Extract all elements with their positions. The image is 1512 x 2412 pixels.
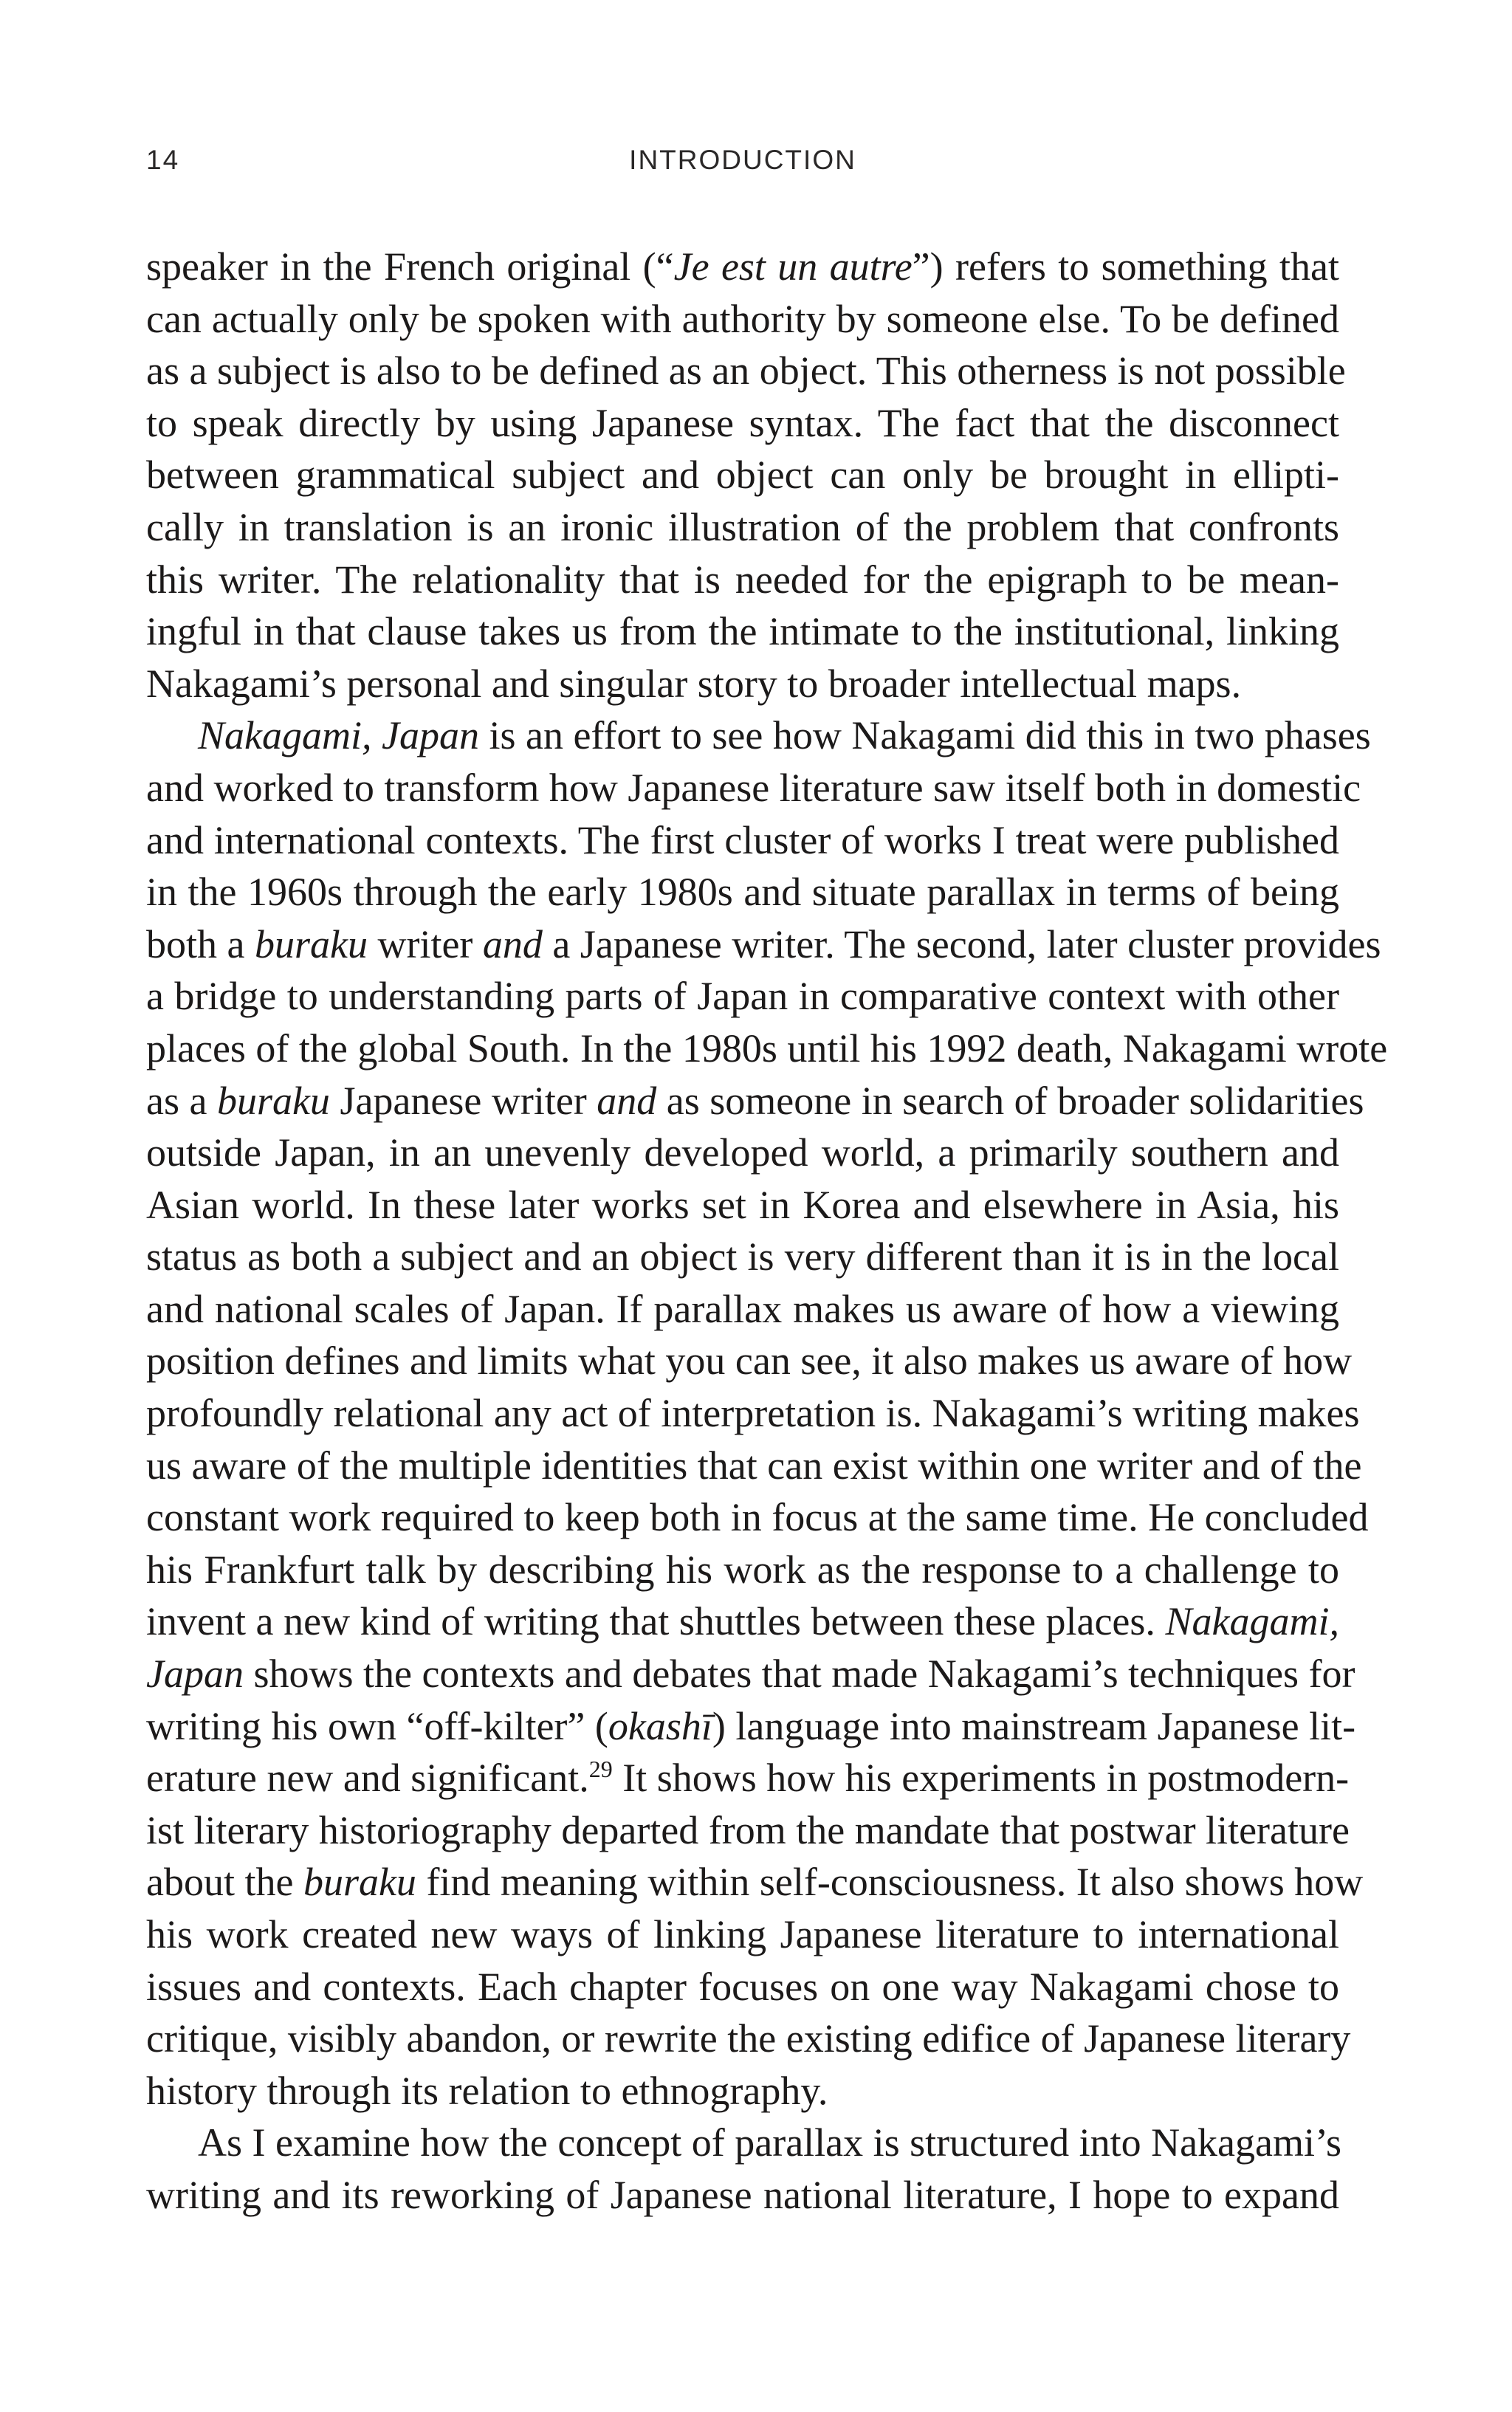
page-number: 14 [146, 145, 180, 175]
text-run[interactable]: places of the global South. In the 1980s until his 1992 death, Nakagami wrote [146, 1025, 1388, 1071]
text-run[interactable]: writer [367, 921, 483, 966]
text-line [146, 918, 1381, 971]
text-run[interactable]: erature new and significant. [146, 1756, 589, 1801]
text-run[interactable]: As I examine how the concept of parallax is structured into Nakagami’s [198, 2120, 1342, 2165]
italic-run: and [597, 1078, 657, 1123]
text-line [146, 1023, 1388, 1075]
text-run[interactable]: as a [146, 1078, 217, 1123]
text-run[interactable]: his Frankfurt talk by describing his work as the response to a challenge to [146, 1547, 1339, 1592]
text-run[interactable]: a bridge to understanding parts of Japan in comparative context with other [146, 974, 1339, 1019]
section-title: INTRODUCTION [629, 145, 856, 175]
text-line [146, 501, 1339, 554]
body-text [146, 241, 1388, 2222]
text-run[interactable]: as a subject is also to be defined as an object. This otherness is not possible [146, 348, 1346, 394]
text-run[interactable]: ingful in that clause takes us from the intimate to the institutional, linking [146, 609, 1339, 654]
text-run[interactable]: Nakagami’s personal and singular story to broader intellectual maps. [146, 661, 1242, 706]
text-line [146, 241, 1339, 293]
text-line [146, 397, 1339, 450]
text-line [146, 605, 1339, 658]
paragraph [146, 709, 1388, 2117]
running-head [146, 145, 1339, 186]
text-run[interactable]: writing and its reworking of Japanese national literature, I hope to expand [146, 2172, 1339, 2217]
text-line [146, 1231, 1339, 1283]
text-run[interactable]: outside Japan, in an unevenly developed world, a primarily southern and [146, 1130, 1339, 1175]
text-line [146, 1908, 1339, 1961]
text-line [146, 2065, 1339, 2117]
text-run[interactable]: Japanese writer [329, 1078, 597, 1123]
text-run[interactable]: and international contexts. The first cluster of works I treat were published [146, 817, 1339, 862]
text-line [146, 1179, 1339, 1231]
text-line [146, 2117, 1342, 2169]
text-line [146, 554, 1339, 606]
text-run[interactable]: speaker in the French original (“ [146, 244, 674, 289]
text-run[interactable]: cally in translation is an ironic illustration of the problem that confronts [146, 504, 1339, 549]
paragraph [146, 241, 1346, 709]
text-run[interactable]: us aware of the multiple identities that can exist within one writer and of the [146, 1443, 1362, 1488]
text-line [146, 658, 1339, 710]
text-line [146, 1440, 1362, 1492]
text-line [146, 1648, 1355, 1700]
footnote-reference[interactable]: 29 [588, 1756, 613, 1783]
text-run[interactable]: status as both a subject and an object is very different than it is in the local [146, 1234, 1339, 1279]
italic-run: Nakagami, [1165, 1599, 1339, 1644]
text-run[interactable]: and worked to transform how Japanese literature saw itself both in domestic [146, 765, 1361, 810]
text-run[interactable]: writing his own “off-kilter” ( [146, 1703, 608, 1748]
text-run[interactable]: and national scales of Japan. If parallax makes us aware of how a viewing [146, 1286, 1339, 1331]
text-line [146, 345, 1346, 397]
italic-run: okashī [608, 1703, 712, 1748]
text-line [146, 1595, 1339, 1648]
text-line [146, 1752, 1350, 1804]
text-line [146, 1283, 1339, 1336]
text-line [146, 709, 1371, 762]
text-line [146, 449, 1339, 501]
text-run[interactable]: profoundly relational any act of interpretation is. Nakagami’s writing makes [146, 1391, 1360, 1436]
text-line [146, 1127, 1339, 1179]
text-run[interactable]: find meaning within self-consciousness. It also shows how [416, 1860, 1364, 1905]
text-line [146, 2169, 1339, 2222]
italic-run: and [482, 921, 543, 966]
text-run[interactable]: shows the contexts and debates that made Nakagami’s techniques for [243, 1652, 1355, 1697]
text-run[interactable]: is an effort to see how Nakagami did this in two phases [478, 713, 1371, 758]
italic-run: buraku [216, 1078, 330, 1123]
paragraph [146, 2117, 1342, 2221]
text-run[interactable]: invent a new kind of writing that shuttles between these places. [146, 1599, 1166, 1644]
text-line [146, 2013, 1351, 2065]
text-run[interactable]: can actually only be spoken with authority by someone else. To be defined [146, 296, 1339, 341]
text-line [146, 970, 1339, 1023]
text-run[interactable]: about the [146, 1860, 303, 1905]
text-run[interactable]: a Japanese writer. The second, later cluster provides [542, 921, 1381, 966]
text-run[interactable]: his work created new ways of linking Japanese literature to international [146, 1912, 1339, 1956]
text-run[interactable]: in the 1960s through the early 1980s and situate parallax in terms of being [146, 870, 1339, 915]
italic-run: Japan [146, 1652, 244, 1697]
text-line [146, 1804, 1350, 1857]
text-run[interactable]: issues and contexts. Each chapter focuses on one way Nakagami chose to [146, 1964, 1339, 2009]
text-line [146, 1856, 1364, 1908]
text-run[interactable]: Asian world. In these later works set in Korea and elsewhere in Asia, his [146, 1182, 1339, 1227]
text-run[interactable]: both a [146, 921, 255, 966]
text-run[interactable]: It shows how his experiments in postmodern- [612, 1756, 1350, 1801]
text-run[interactable]: critique, visibly abandon, or rewrite the existing edifice of Japanese literary [146, 2016, 1351, 2061]
text-run[interactable]: between grammatical subject and object can only be brought in ellipti- [146, 453, 1339, 498]
text-line [146, 293, 1339, 346]
text-run[interactable]: to speak directly by using Japanese syntax. The fact that the disconnect [146, 400, 1339, 445]
text-line [146, 866, 1339, 918]
text-line [146, 814, 1339, 867]
text-run[interactable]: ist literary historiography departed from the mandate that postwar literature [146, 1807, 1350, 1852]
text-run[interactable]: this writer. The relationality that is needed for the epigraph to be mean- [146, 557, 1339, 602]
italic-run: Je est un autre [673, 244, 913, 289]
text-line [146, 1387, 1360, 1440]
text-run[interactable]: ) language into mainstream Japanese lit- [712, 1703, 1356, 1748]
text-run[interactable]: position defines and limits what you can see, it also makes us aware of how [146, 1339, 1353, 1384]
text-run[interactable]: as someone in search of broader solidarities [656, 1078, 1364, 1123]
text-line [146, 1700, 1356, 1753]
italic-run: buraku [254, 921, 368, 966]
italic-run: Nakagami, Japan [198, 713, 479, 758]
text-run[interactable]: constant work required to keep both in focus at the same time. He concluded [146, 1495, 1369, 1540]
text-line [146, 1961, 1339, 2013]
italic-run: buraku [303, 1860, 416, 1905]
text-line [146, 1075, 1364, 1127]
text-run[interactable]: ”) refers to something that [912, 244, 1339, 289]
text-run[interactable]: history through its relation to ethnography. [146, 2068, 828, 2113]
text-line [146, 762, 1361, 814]
text-line [146, 1491, 1369, 1544]
text-line [146, 1544, 1339, 1596]
text-line [146, 1335, 1353, 1387]
